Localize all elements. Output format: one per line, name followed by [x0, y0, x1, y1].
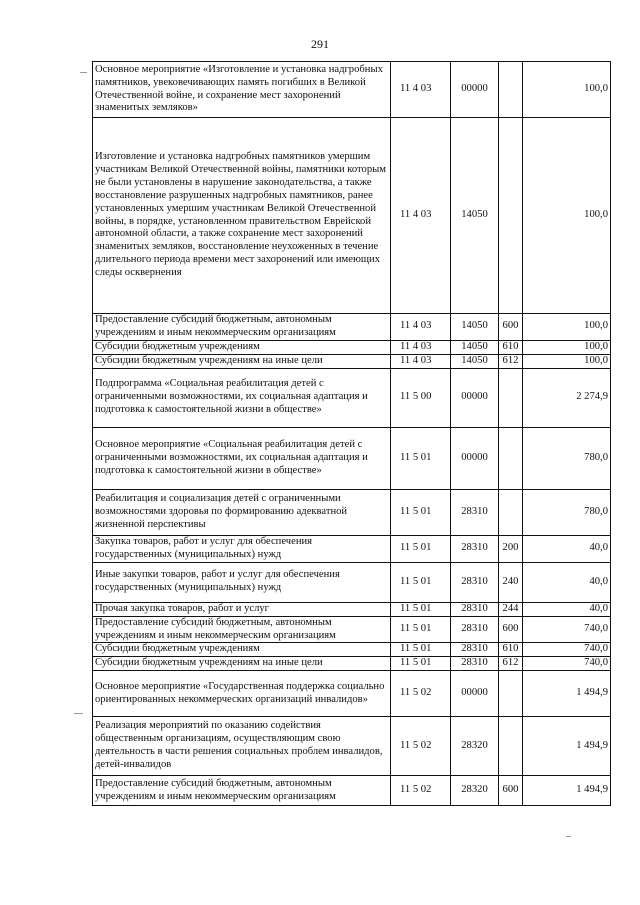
expense-type-code: 240 — [499, 562, 523, 602]
table-row — [93, 118, 611, 314]
table-row — [93, 616, 611, 643]
amount: 40,0 — [523, 535, 611, 562]
target-code: 28310 — [451, 643, 499, 657]
target-code: 28310 — [451, 602, 499, 616]
target-code: 00000 — [451, 427, 499, 489]
expense-type-code — [499, 62, 523, 118]
amount: 2 274,9 — [523, 368, 611, 427]
section-code: 11 5 01 — [391, 616, 451, 643]
amount: 1 494,9 — [523, 717, 611, 776]
expense-name: Основное мероприятие «Изготовление и установка надгробных памятников, увековечивающих память погибших в Великой Отечественной войне, и сохранение мест захоронений знаменитых земляков» — [93, 62, 391, 118]
amount: 740,0 — [523, 643, 611, 657]
target-code: 28310 — [451, 535, 499, 562]
table-row — [93, 427, 611, 489]
amount: 1 494,9 — [523, 671, 611, 717]
target-code: 28320 — [451, 717, 499, 776]
table-row — [93, 489, 611, 535]
expense-type-code: 610 — [499, 340, 523, 354]
target-code: 00000 — [451, 671, 499, 717]
expense-type-code: 600 — [499, 616, 523, 643]
amount: 100,0 — [523, 62, 611, 118]
table-row — [93, 602, 611, 616]
table-row — [93, 314, 611, 341]
expense-name: Основное мероприятие «Социальная реабилитация детей с ограниченными возможностями, их социальная адаптация и подготовка к самостоятельной жизни в обществе» — [93, 427, 391, 489]
expense-name: Субсидии бюджетным учреждениям — [93, 643, 391, 657]
amount: 740,0 — [523, 657, 611, 671]
target-code: 14050 — [451, 314, 499, 341]
expense-type-code: 612 — [499, 657, 523, 671]
page-number: 291 — [311, 37, 329, 51]
section-code: 11 5 01 — [391, 489, 451, 535]
table-row — [93, 340, 611, 354]
table-row — [93, 657, 611, 671]
expense-name: Реабилитация и социализация детей с ограниченными возможностями здоровья по формированию адекватной жизненной перспективы — [93, 489, 391, 535]
expense-name: Подпрограмма «Социальная реабилитация детей с ограниченными возможностями, их социальная адаптация и подготовка к самостоятельной жизни в обществе» — [93, 368, 391, 427]
expense-type-code: 244 — [499, 602, 523, 616]
amount: 780,0 — [523, 427, 611, 489]
expense-name: Прочая закупка товаров, работ и услуг — [93, 602, 391, 616]
target-code: 14050 — [451, 354, 499, 368]
section-code: 11 5 02 — [391, 776, 451, 806]
expense-name: Основное мероприятие «Государственная поддержка социально ориентированных некоммерческих организаций инвалидов» — [93, 671, 391, 717]
amount: 1 494,9 — [523, 776, 611, 806]
section-code: 11 5 02 — [391, 671, 451, 717]
expense-name: Предоставление субсидий бюджетным, автономным учреждениям и иным некоммерческим организациям — [93, 314, 391, 341]
expense-name: Субсидии бюджетным учреждениям — [93, 340, 391, 354]
expense-type-code — [499, 427, 523, 489]
expense-type-code — [499, 671, 523, 717]
expense-type-code — [499, 118, 523, 314]
expense-type-code: 600 — [499, 314, 523, 341]
section-code: 11 4 03 — [391, 118, 451, 314]
amount: 100,0 — [523, 354, 611, 368]
section-code: 11 5 01 — [391, 657, 451, 671]
amount: 100,0 — [523, 118, 611, 314]
expense-type-code: 612 — [499, 354, 523, 368]
table-row — [93, 717, 611, 776]
expense-type-code — [499, 368, 523, 427]
target-code: 00000 — [451, 368, 499, 427]
table-row — [93, 535, 611, 562]
target-code: 14050 — [451, 340, 499, 354]
table-row — [93, 643, 611, 657]
expense-name: Изготовление и установка надгробных памятников умершим участникам Великой Отечественной войны, памятники которым не были установлены в нарушение законодательства, а также восстановление разрушенных надгробных памятников, ранее установленных умершим участникам Великой Отечественной войны, в порядке, установленном правительством Еврейской автономной области, а также сохранение мест захоронений знаменитых земляков, восстановление неухоженных в течение длительного периода времени мест захоронений или имеющих следы осквернения — [93, 118, 391, 314]
amount: 100,0 — [523, 314, 611, 341]
section-code: 11 5 01 — [391, 602, 451, 616]
section-code: 11 5 01 — [391, 643, 451, 657]
amount: 740,0 — [523, 616, 611, 643]
amount: 40,0 — [523, 602, 611, 616]
table-row — [93, 354, 611, 368]
section-code: 11 5 01 — [391, 562, 451, 602]
budget-table — [92, 61, 611, 806]
amount: 100,0 — [523, 340, 611, 354]
expense-type-code: 610 — [499, 643, 523, 657]
table-row — [93, 62, 611, 118]
amount: 780,0 — [523, 489, 611, 535]
section-code: 11 5 01 — [391, 535, 451, 562]
table-row — [93, 776, 611, 806]
target-code: 28320 — [451, 776, 499, 806]
section-code: 11 5 02 — [391, 717, 451, 776]
expense-type-code: 200 — [499, 535, 523, 562]
section-code: 11 4 03 — [391, 340, 451, 354]
expense-name: Субсидии бюджетным учреждениям на иные цели — [93, 354, 391, 368]
expense-name: Предоставление субсидий бюджетным, автономным учреждениям и иным некоммерческим организациям — [93, 776, 391, 806]
target-code: 28310 — [451, 489, 499, 535]
expense-type-code — [499, 717, 523, 776]
expense-name: Реализация мероприятий по оказанию содействия общественным организациям, осуществляющим свою деятельность в части решения социальных проблем инвалидов, детей-инвалидов — [93, 717, 391, 776]
table-row — [93, 671, 611, 717]
section-code: 11 4 03 — [391, 354, 451, 368]
section-code: 11 4 03 — [391, 314, 451, 341]
target-code: 28310 — [451, 562, 499, 602]
target-code: 14050 — [451, 118, 499, 314]
table-row — [93, 562, 611, 602]
expense-type-code: 600 — [499, 776, 523, 806]
section-code: 11 5 01 — [391, 427, 451, 489]
target-code: 28310 — [451, 657, 499, 671]
section-code: 11 5 00 — [391, 368, 451, 427]
expense-name: Иные закупки товаров, работ и услуг для обеспечения государственных (муниципальных) нужд — [93, 562, 391, 602]
target-code: 28310 — [451, 616, 499, 643]
expense-name: Предоставление субсидий бюджетным, автономным учреждениям и иным некоммерческим организациям — [93, 616, 391, 643]
amount: 40,0 — [523, 562, 611, 602]
expense-name: Субсидии бюджетным учреждениям на иные цели — [93, 657, 391, 671]
table-row — [93, 368, 611, 427]
target-code: 00000 — [451, 62, 499, 118]
expense-name: Закупка товаров, работ и услуг для обеспечения государственных (муниципальных) нужд — [93, 535, 391, 562]
section-code: 11 4 03 — [391, 62, 451, 118]
expense-type-code — [499, 489, 523, 535]
